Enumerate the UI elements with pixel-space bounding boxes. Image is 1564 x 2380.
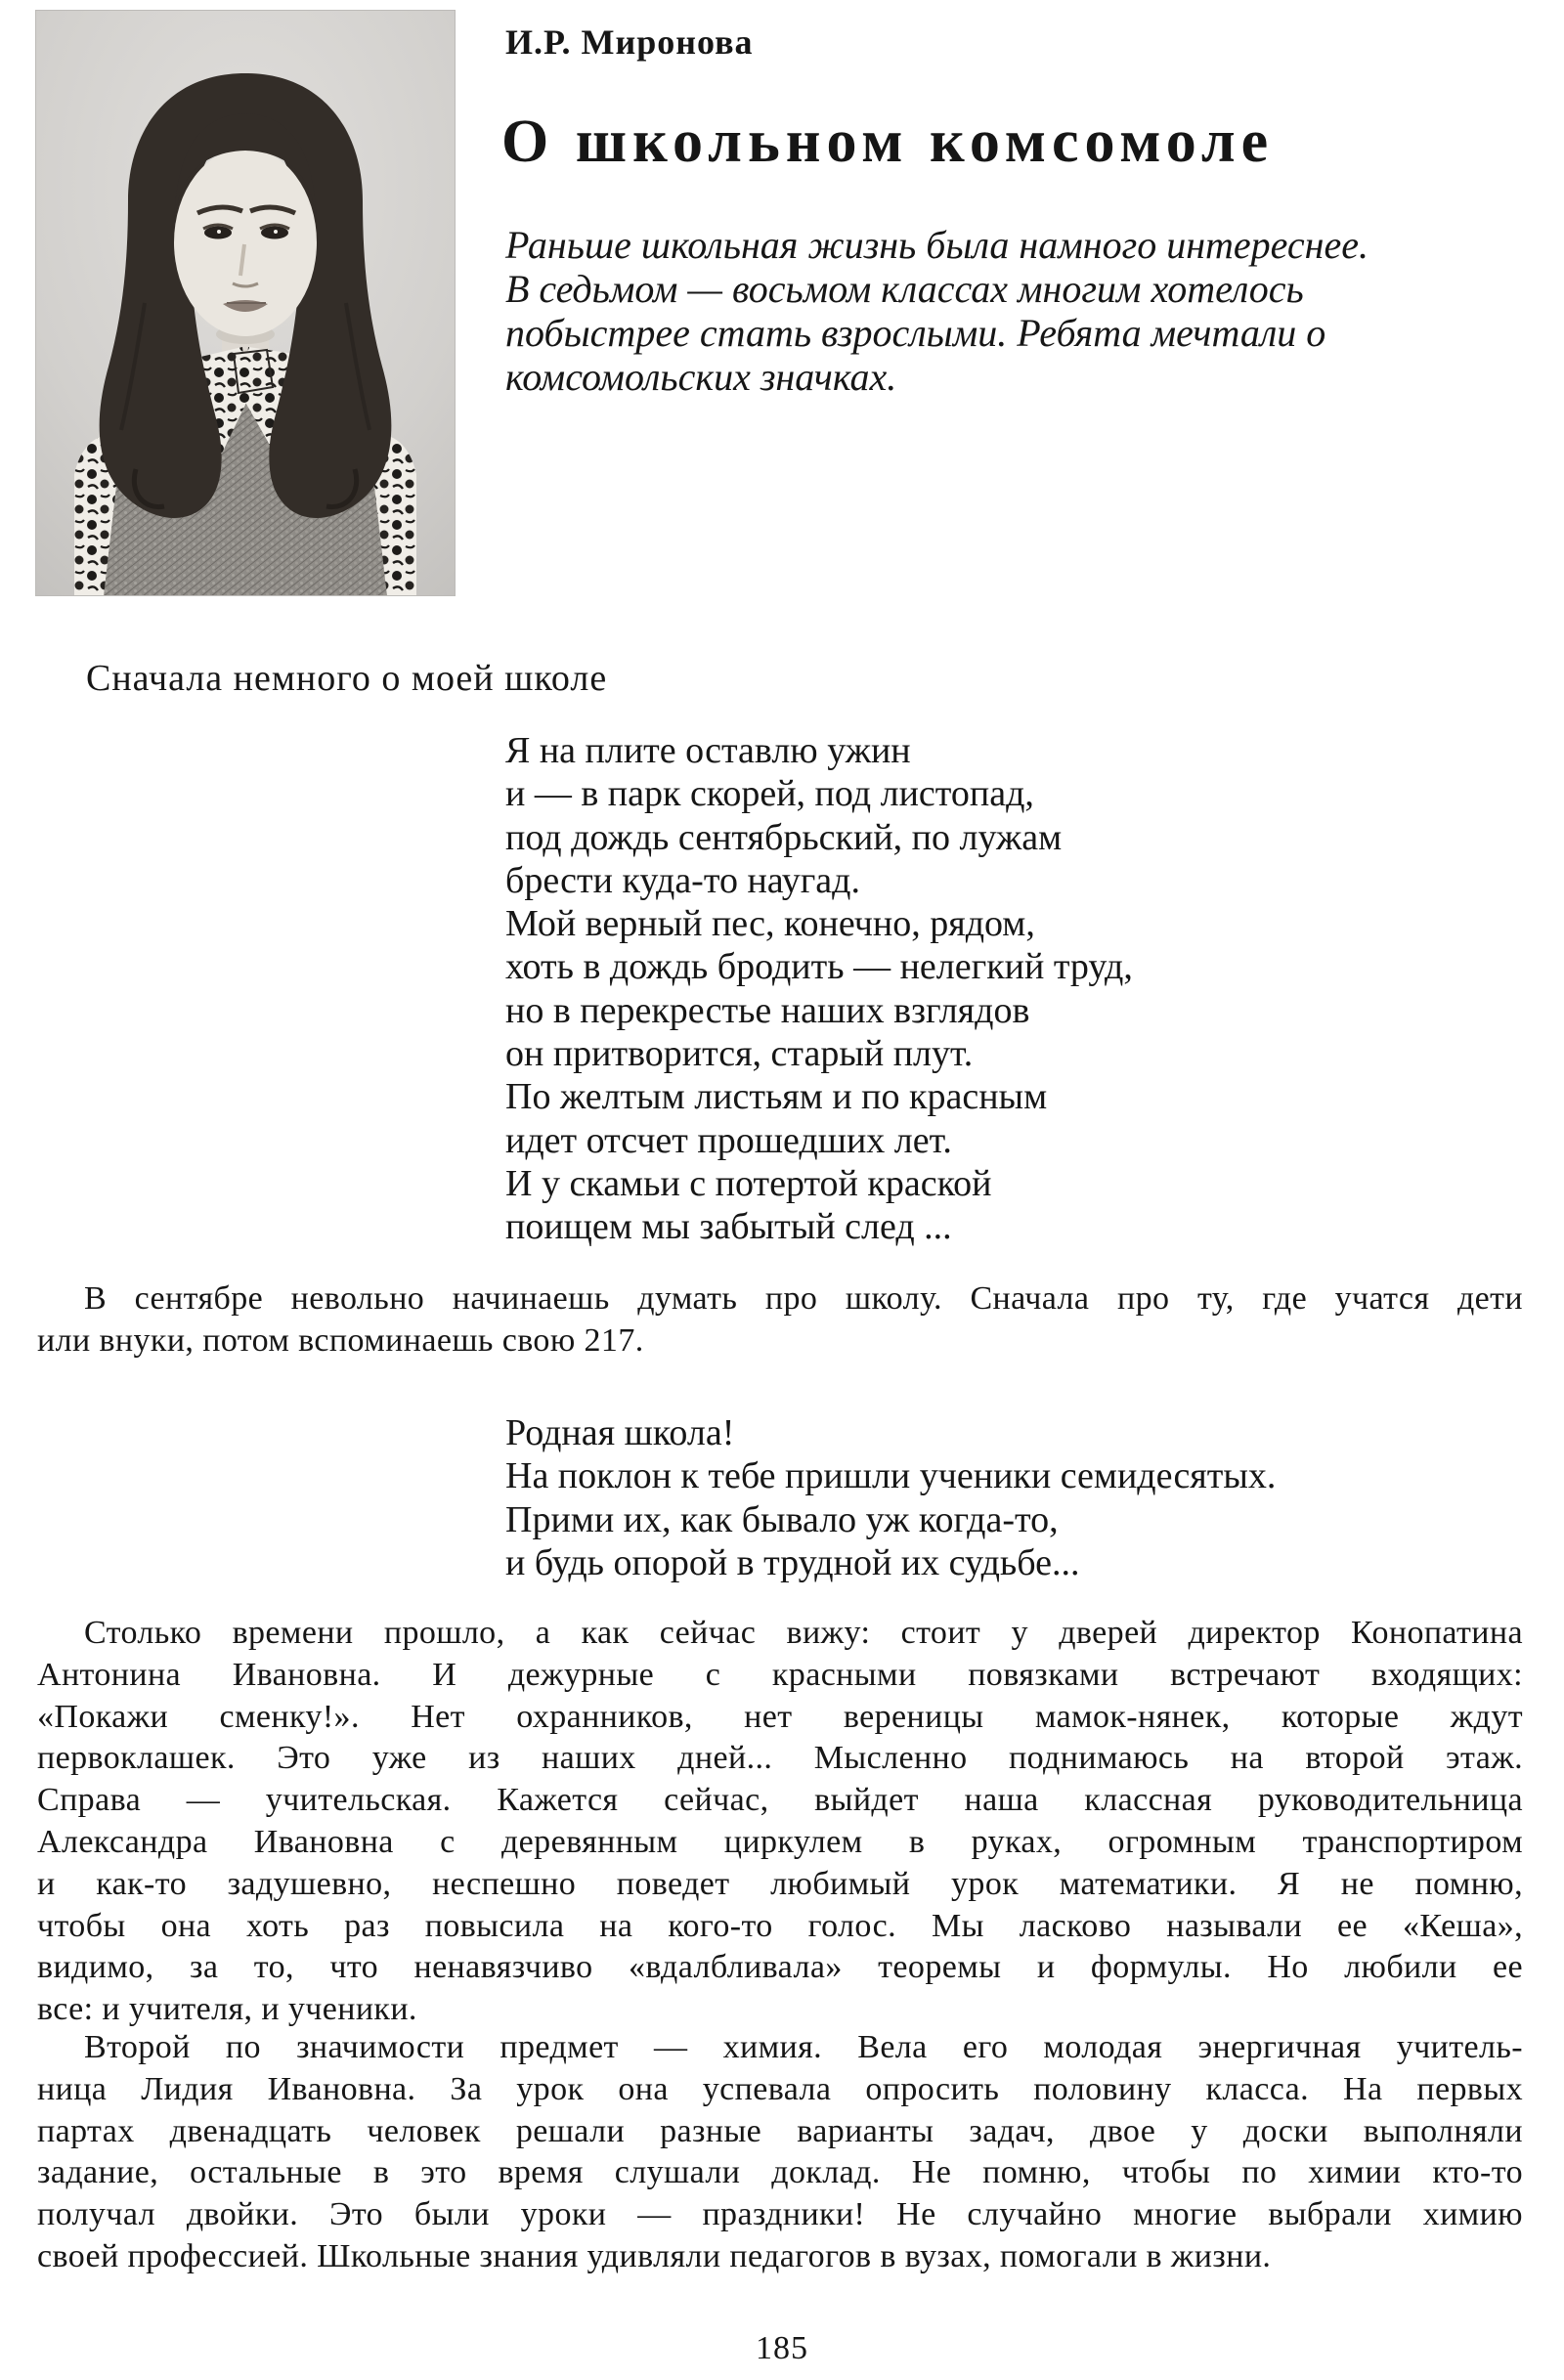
- poem-line: и будь опорой в трудной их судьбе...: [505, 1541, 1080, 1583]
- paragraph-line: все: и учителя, и ученики.: [37, 1991, 417, 2028]
- poem-line: он притворится, старый плут.: [505, 1033, 974, 1075]
- portrait-photo: [35, 10, 456, 596]
- paragraph-september: [37, 1278, 1523, 1363]
- section-heading: Сначала немного о моей школе: [86, 658, 608, 699]
- poem-line: хоть в дождь бродить — нелегкий труд,: [505, 946, 1133, 988]
- poem-line: но в перекрестье наших взглядов: [505, 989, 1030, 1031]
- page-number: 185: [756, 2330, 808, 2366]
- paragraph-memories: [37, 1613, 1523, 2031]
- paragraph-line: своей профессией. Школьные знания удивляли педагогов в вузах, помогали в жизни.: [37, 2237, 1272, 2274]
- poem-line: Родная школа!: [505, 1412, 735, 1453]
- paragraph-line: «Покажи сменку!». Нет охранников, нет вереницы мамок-нянек, которые ждут: [37, 1698, 1523, 1735]
- poem-line: поищем мы забытый след ...: [505, 1206, 952, 1248]
- paragraph-line: Справа — учительская. Кажется сейчас, выйдет наша классная руководительница: [37, 1782, 1523, 1819]
- poem-line: На поклон к тебе пришли ученики семидесятых.: [505, 1455, 1277, 1497]
- portrait-photo-image: [35, 10, 456, 596]
- paragraph-line: ница Лидия Ивановна. За урок она успевала опросить половину класса. На первых: [37, 2070, 1523, 2107]
- poem-first: [505, 729, 1133, 1249]
- intro-line: Раньше школьная жизнь была намного интереснее.: [505, 223, 1369, 267]
- intro-line: комсомольских значках.: [505, 355, 897, 399]
- paragraph-line: или внуки, потом вспоминаешь свою 217.: [37, 1321, 644, 1359]
- poem-line: По желтым листьям и по красным: [505, 1076, 1048, 1118]
- poem-line: Прими их, как бывало уж когда-то,: [505, 1498, 1059, 1540]
- intro-abstract: [505, 223, 1483, 399]
- paragraph-line: Второй по значимости предмет — химия. Вела его молодая энергичная учитель-: [84, 2029, 1523, 2065]
- article-title: О школьном комсомоле: [501, 108, 1275, 175]
- author-name: И.Р. Миронова: [505, 22, 754, 62]
- poem-line: Мой верный пес, конечно, рядом,: [505, 903, 1035, 945]
- poem-line: Я на плите оставлю ужин: [505, 730, 911, 771]
- intro-line: побыстрее стать взрослыми. Ребята мечтали о: [505, 311, 1326, 355]
- paragraph-line: и как-то задушевно, неспешно поведет любимый урок математики. Я не помню,: [37, 1865, 1523, 1902]
- paragraph-chemistry: [37, 2027, 1523, 2278]
- paragraph-line: Александра Ивановна с деревянным циркулем в руках, огромным транспортиром: [37, 1823, 1523, 1860]
- poem-line: идет отсчет прошедших лет.: [505, 1119, 952, 1161]
- poem-second: [505, 1411, 1276, 1584]
- paragraph-line: чтобы она хоть раз повысила на кого-то голос. Мы ласково называли ее «Кеша»,: [37, 1907, 1523, 1944]
- paragraph-line: партах двенадцать человек решали разные варианты задач, двое у доски выполняли: [37, 2112, 1523, 2149]
- paragraph-line: Столько времени прошло, а как сейчас вижу: стоит у дверей директор Конопатина: [84, 1615, 1523, 1651]
- paragraph-line: Антонина Ивановна. И дежурные с красными повязками встречают входящих:: [37, 1656, 1523, 1693]
- intro-line: В седьмом — восьмом классах многим хотелось: [505, 267, 1304, 311]
- paragraph-line: получал двойки. Это были уроки — праздники! Не случайно многие выбрали химию: [37, 2196, 1523, 2233]
- paragraph-line: задание, остальные в это время слушали доклад. Не помню, чтобы по химии кто-то: [37, 2154, 1523, 2191]
- paragraph-line: первоклашек. Это уже из наших дней... Мысленно поднимаюсь на второй этаж.: [37, 1740, 1523, 1777]
- paragraph-line: В сентябре невольно начинаешь думать про школу. Сначала про ту, где учатся дети: [84, 1280, 1523, 1317]
- paragraph-line: видимо, за то, что ненавязчиво «вдалбливала» теоремы и формулы. Но любили ее: [37, 1949, 1523, 1986]
- poem-line: И у скамьи с потертой краской: [505, 1162, 992, 1204]
- poem-line: под дождь сентябрьский, по лужам: [505, 816, 1063, 858]
- poem-line: и — в парк скорей, под листопад,: [505, 773, 1034, 815]
- poem-line: брести куда-то наугад.: [505, 859, 861, 901]
